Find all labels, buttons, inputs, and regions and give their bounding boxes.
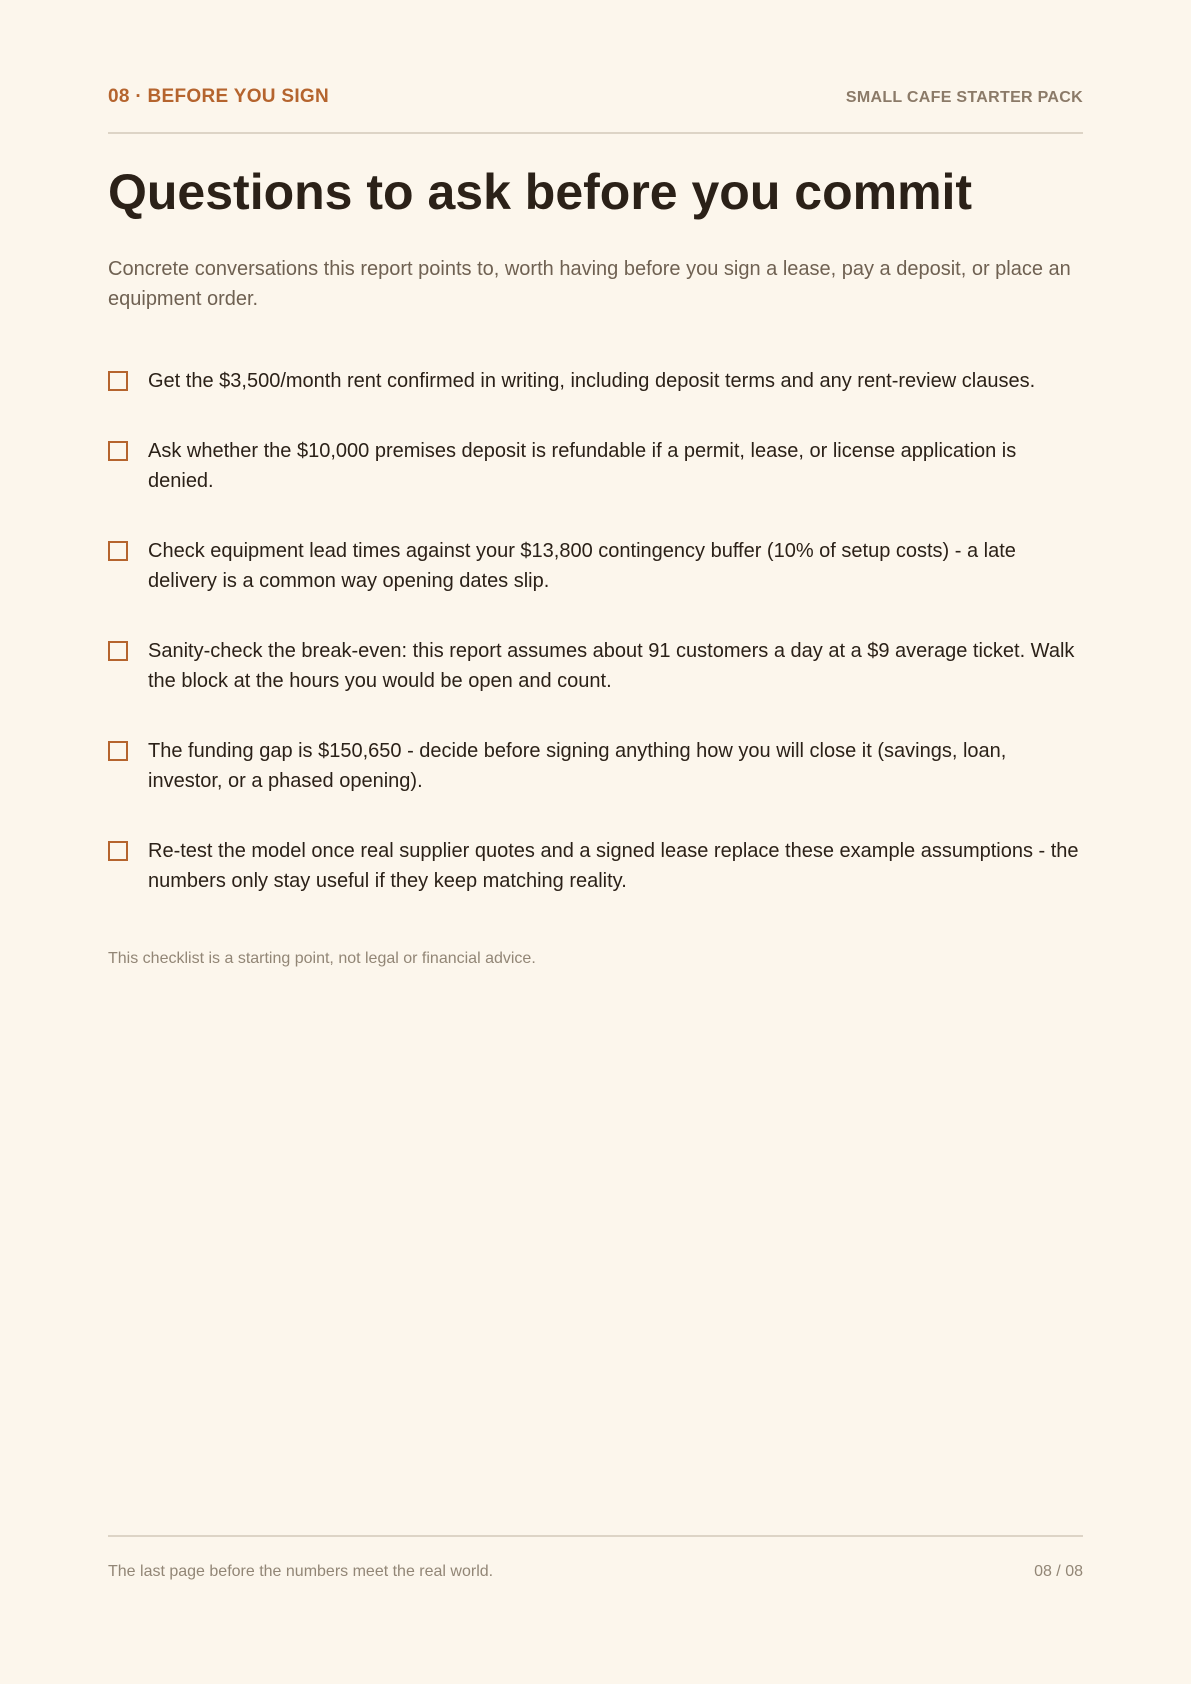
checklist-item-text: Sanity-check the break-even: this report assumes about 91 customers a day at a $9 average ticket. Walk the block at the hours you would be open and count.	[148, 640, 1075, 692]
page-header	[108, 86, 1083, 134]
checklist-item-text: Ask whether the $10,000 premises deposit is refundable if a permit, lease, or license application is denied.	[148, 440, 1017, 492]
checklist-item-text: Re-test the model once real supplier quotes and a signed lease replace these example assumptions - the numbers only stay useful if they keep matching reality.	[148, 840, 1079, 892]
checklist-item	[108, 636, 1083, 696]
disclaimer-note: This checklist is a starting point, not legal or financial advice.	[108, 950, 536, 967]
checklist-item	[108, 366, 1083, 396]
page-title: Questions to ask before you commit	[108, 164, 973, 220]
section-label: 08 · BEFORE YOU SIGN	[108, 86, 330, 107]
checklist-item	[108, 436, 1083, 496]
checkbox-icon[interactable]	[108, 371, 128, 391]
checklist-item	[108, 836, 1083, 896]
checkbox-icon[interactable]	[108, 441, 128, 461]
checklist-item-text: Check equipment lead times against your $13,800 contingency buffer (10% of setup costs) - a late delivery is a common way opening dates slip.	[148, 540, 1016, 592]
pack-label: SMALL CAFE STARTER PACK	[845, 89, 1083, 106]
checklist-item	[108, 736, 1083, 796]
checkbox-icon[interactable]	[108, 541, 128, 561]
checklist	[108, 366, 1083, 936]
checklist-item	[108, 536, 1083, 596]
page-number: 08 / 08	[1034, 1563, 1083, 1580]
footer-note: The last page before the numbers meet the real world.	[108, 1563, 494, 1580]
checkbox-icon[interactable]	[108, 741, 128, 761]
checklist-item-text: Get the $3,500/month rent confirmed in writing, including deposit terms and any rent-review clauses.	[148, 370, 1036, 392]
checklist-item-text: The funding gap is $150,650 - decide before signing anything how you will close it (savings, loan, investor, or a phased opening).	[148, 740, 1007, 792]
document-page	[108, 0, 1083, 1684]
intro-paragraph: Concrete conversations this report points to, worth having before you sign a lease, pay a deposit, or place an equipment order.	[108, 258, 1071, 310]
checkbox-icon[interactable]	[108, 841, 128, 861]
checkbox-icon[interactable]	[108, 641, 128, 661]
page-footer	[108, 1535, 1083, 1580]
